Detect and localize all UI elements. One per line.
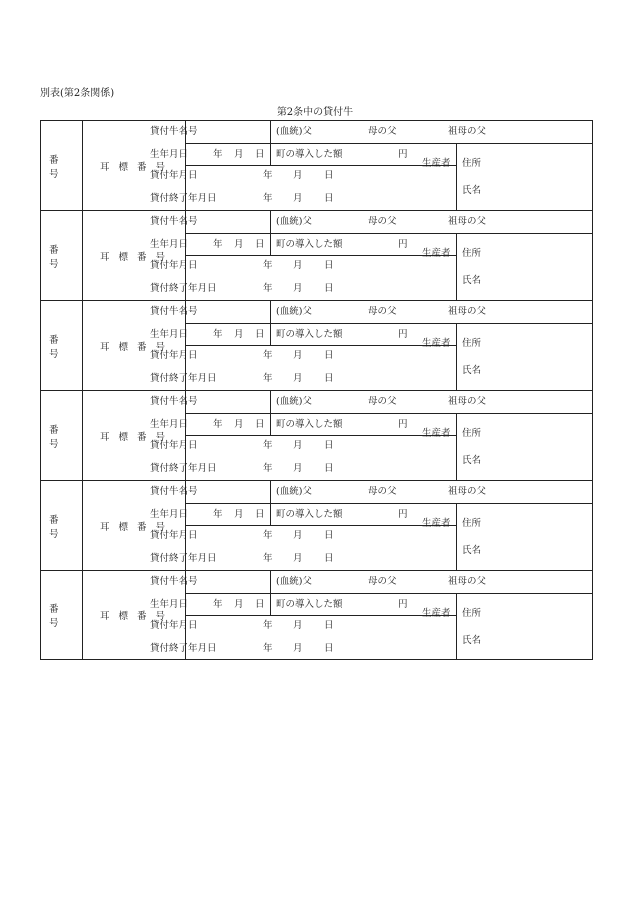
day-label: 日: [324, 283, 334, 294]
maternal-grandsire-label: 母の父: [368, 486, 397, 497]
day-label: 日: [324, 350, 334, 361]
loan-end-date-label: 貸付終了年月日: [150, 553, 217, 564]
address-label: 住所: [462, 518, 482, 529]
day-label: 日: [324, 170, 334, 181]
name-label: 氏名: [462, 455, 482, 466]
cow-name-label: 貸付牛名号: [150, 306, 198, 317]
column-divider: [456, 143, 457, 210]
month-label: 月: [293, 463, 303, 474]
producer-label: 生産者: [422, 338, 451, 349]
year-label: 年: [263, 260, 273, 271]
month-label: 月: [293, 440, 303, 451]
town-price-label: 町の導入した額: [276, 419, 343, 430]
column-divider: [270, 121, 271, 165]
town-price-label: 町の導入した額: [276, 149, 343, 160]
ear-tag-number-cell: 耳 標 番 号: [83, 301, 186, 390]
town-price-label: 町の導入した額: [276, 239, 343, 250]
yen-label: 円: [398, 239, 408, 250]
column-divider: [456, 323, 457, 390]
maternal-grandsire-label: 母の父: [368, 576, 397, 587]
address-label: 住所: [462, 608, 482, 619]
month-label: 月: [293, 643, 303, 654]
great-grandsire-label: 祖母の父: [448, 306, 487, 317]
sire-label: (血統)父: [276, 486, 312, 497]
cow-name-label: 貸付牛名号: [150, 396, 198, 407]
yen-label: 円: [398, 599, 408, 610]
year-label: 年: [213, 239, 223, 250]
address-label: 住所: [462, 338, 482, 349]
year-label: 年: [213, 419, 223, 430]
month-label: 月: [293, 260, 303, 271]
day-label: 日: [255, 509, 265, 520]
day-label: 日: [324, 620, 334, 631]
column-divider: [456, 413, 457, 480]
ear-tag-number-cell: 耳 標 番 号: [83, 121, 186, 210]
year-label: 年: [213, 329, 223, 340]
register-entry: [41, 481, 592, 571]
day-label: 日: [255, 239, 265, 250]
year-label: 年: [263, 643, 273, 654]
year-label: 年: [213, 599, 223, 610]
loan-date-label: 貸付年月日: [150, 260, 198, 271]
column-divider: [270, 481, 271, 525]
register-entry: [41, 391, 592, 481]
ear-tag-number-cell: 耳 標 番 号: [83, 391, 186, 480]
name-label: 氏名: [462, 275, 482, 286]
row-divider: [186, 255, 456, 256]
yen-label: 円: [398, 419, 408, 430]
year-label: 年: [263, 373, 273, 384]
sire-label: (血統)父: [276, 216, 312, 227]
column-divider: [456, 593, 457, 659]
row-divider: [186, 435, 456, 436]
column-divider: [270, 391, 271, 435]
day-label: 日: [255, 599, 265, 610]
producer-label: 生産者: [422, 248, 451, 259]
ear-tag-number-cell: 耳 標 番 号: [83, 211, 186, 300]
name-label: 氏名: [462, 185, 482, 196]
month-label: 月: [234, 239, 244, 250]
month-label: 月: [234, 329, 244, 340]
number-cell: 番 号: [41, 391, 83, 480]
month-label: 月: [293, 350, 303, 361]
day-label: 日: [324, 260, 334, 271]
cow-name-label: 貸付牛名号: [150, 576, 198, 587]
month-label: 月: [234, 419, 244, 430]
producer-label: 生産者: [422, 428, 451, 439]
great-grandsire-label: 祖母の父: [448, 396, 487, 407]
day-label: 日: [255, 329, 265, 340]
yen-label: 円: [398, 509, 408, 520]
address-label: 住所: [462, 428, 482, 439]
row-divider: [186, 593, 592, 594]
ear-tag-number-cell: 耳 標 番 号: [83, 571, 186, 659]
address-label: 住所: [462, 158, 482, 169]
year-label: 年: [213, 149, 223, 160]
name-label: 氏名: [462, 365, 482, 376]
loan-end-date-label: 貸付終了年月日: [150, 193, 217, 204]
town-price-label: 町の導入した額: [276, 599, 343, 610]
column-divider: [270, 211, 271, 255]
producer-label: 生産者: [422, 158, 451, 169]
loan-date-label: 貸付年月日: [150, 620, 198, 631]
birth-date-label: 生年月日: [150, 239, 189, 250]
row-divider: [186, 525, 456, 526]
day-label: 日: [324, 530, 334, 541]
great-grandsire-label: 祖母の父: [448, 126, 487, 137]
loan-end-date-label: 貸付終了年月日: [150, 643, 217, 654]
loan-cattle-register-table: [40, 120, 593, 660]
row-divider: [186, 143, 592, 144]
cow-name-label: 貸付牛名号: [150, 486, 198, 497]
day-label: 日: [324, 643, 334, 654]
maternal-grandsire-label: 母の父: [368, 126, 397, 137]
town-price-label: 町の導入した額: [276, 509, 343, 520]
year-label: 年: [263, 620, 273, 631]
day-label: 日: [255, 419, 265, 430]
sire-label: (血統)父: [276, 306, 312, 317]
column-divider: [456, 503, 457, 570]
number-cell: 番 号: [41, 301, 83, 390]
month-label: 月: [293, 620, 303, 631]
cow-name-label: 貸付牛名号: [150, 126, 198, 137]
great-grandsire-label: 祖母の父: [448, 216, 487, 227]
loan-end-date-label: 貸付終了年月日: [150, 283, 217, 294]
row-divider: [186, 413, 592, 414]
column-divider: [270, 301, 271, 345]
month-label: 月: [234, 599, 244, 610]
row-divider: [186, 615, 456, 616]
month-label: 月: [293, 170, 303, 181]
maternal-grandsire-label: 母の父: [368, 306, 397, 317]
day-label: 日: [255, 149, 265, 160]
row-divider: [186, 323, 592, 324]
loan-date-label: 貸付年月日: [150, 530, 198, 541]
producer-label: 生産者: [422, 518, 451, 529]
birth-date-label: 生年月日: [150, 419, 189, 430]
loan-end-date-label: 貸付終了年月日: [150, 373, 217, 384]
day-label: 日: [324, 463, 334, 474]
town-price-label: 町の導入した額: [276, 329, 343, 340]
sire-label: (血統)父: [276, 126, 312, 137]
year-label: 年: [263, 350, 273, 361]
row-divider: [186, 503, 592, 504]
month-label: 月: [293, 553, 303, 564]
register-entry: [41, 571, 592, 659]
birth-date-label: 生年月日: [150, 599, 189, 610]
birth-date-label: 生年月日: [150, 149, 189, 160]
number-cell: 番 号: [41, 211, 83, 300]
maternal-grandsire-label: 母の父: [368, 216, 397, 227]
loan-date-label: 貸付年月日: [150, 350, 198, 361]
row-divider: [186, 165, 456, 166]
great-grandsire-label: 祖母の父: [448, 486, 487, 497]
address-label: 住所: [462, 248, 482, 259]
month-label: 月: [293, 373, 303, 384]
sire-label: (血統)父: [276, 576, 312, 587]
loan-date-label: 貸付年月日: [150, 170, 198, 181]
birth-date-label: 生年月日: [150, 329, 189, 340]
row-divider: [186, 345, 456, 346]
form-title: 第2条中の貸付牛: [276, 107, 354, 118]
register-entry: [41, 211, 592, 301]
column-divider: [456, 233, 457, 300]
number-cell: 番 号: [41, 121, 83, 210]
great-grandsire-label: 祖母の父: [448, 576, 487, 587]
producer-label: 生産者: [422, 608, 451, 619]
register-entry: [41, 301, 592, 391]
column-divider: [270, 571, 271, 615]
birth-date-label: 生年月日: [150, 509, 189, 520]
day-label: 日: [324, 440, 334, 451]
sire-label: (血統)父: [276, 396, 312, 407]
register-entry: [41, 121, 592, 211]
month-label: 月: [293, 530, 303, 541]
ear-tag-number-cell: 耳 標 番 号: [83, 481, 186, 570]
number-cell: 番 号: [41, 481, 83, 570]
loan-end-date-label: 貸付終了年月日: [150, 463, 217, 474]
number-cell: 番 号: [41, 571, 83, 659]
year-label: 年: [263, 170, 273, 181]
year-label: 年: [263, 463, 273, 474]
name-label: 氏名: [462, 545, 482, 556]
day-label: 日: [324, 553, 334, 564]
name-label: 氏名: [462, 635, 482, 646]
month-label: 月: [234, 509, 244, 520]
year-label: 年: [263, 193, 273, 204]
month-label: 月: [293, 283, 303, 294]
yen-label: 円: [398, 329, 408, 340]
year-label: 年: [263, 440, 273, 451]
row-divider: [186, 233, 592, 234]
year-label: 年: [263, 530, 273, 541]
year-label: 年: [263, 553, 273, 564]
maternal-grandsire-label: 母の父: [368, 396, 397, 407]
day-label: 日: [324, 193, 334, 204]
year-label: 年: [213, 509, 223, 520]
cow-name-label: 貸付牛名号: [150, 216, 198, 227]
day-label: 日: [324, 373, 334, 384]
page-heading: 別表(第2条関係): [40, 88, 115, 99]
year-label: 年: [263, 283, 273, 294]
loan-date-label: 貸付年月日: [150, 440, 198, 451]
month-label: 月: [293, 193, 303, 204]
month-label: 月: [234, 149, 244, 160]
yen-label: 円: [398, 149, 408, 160]
